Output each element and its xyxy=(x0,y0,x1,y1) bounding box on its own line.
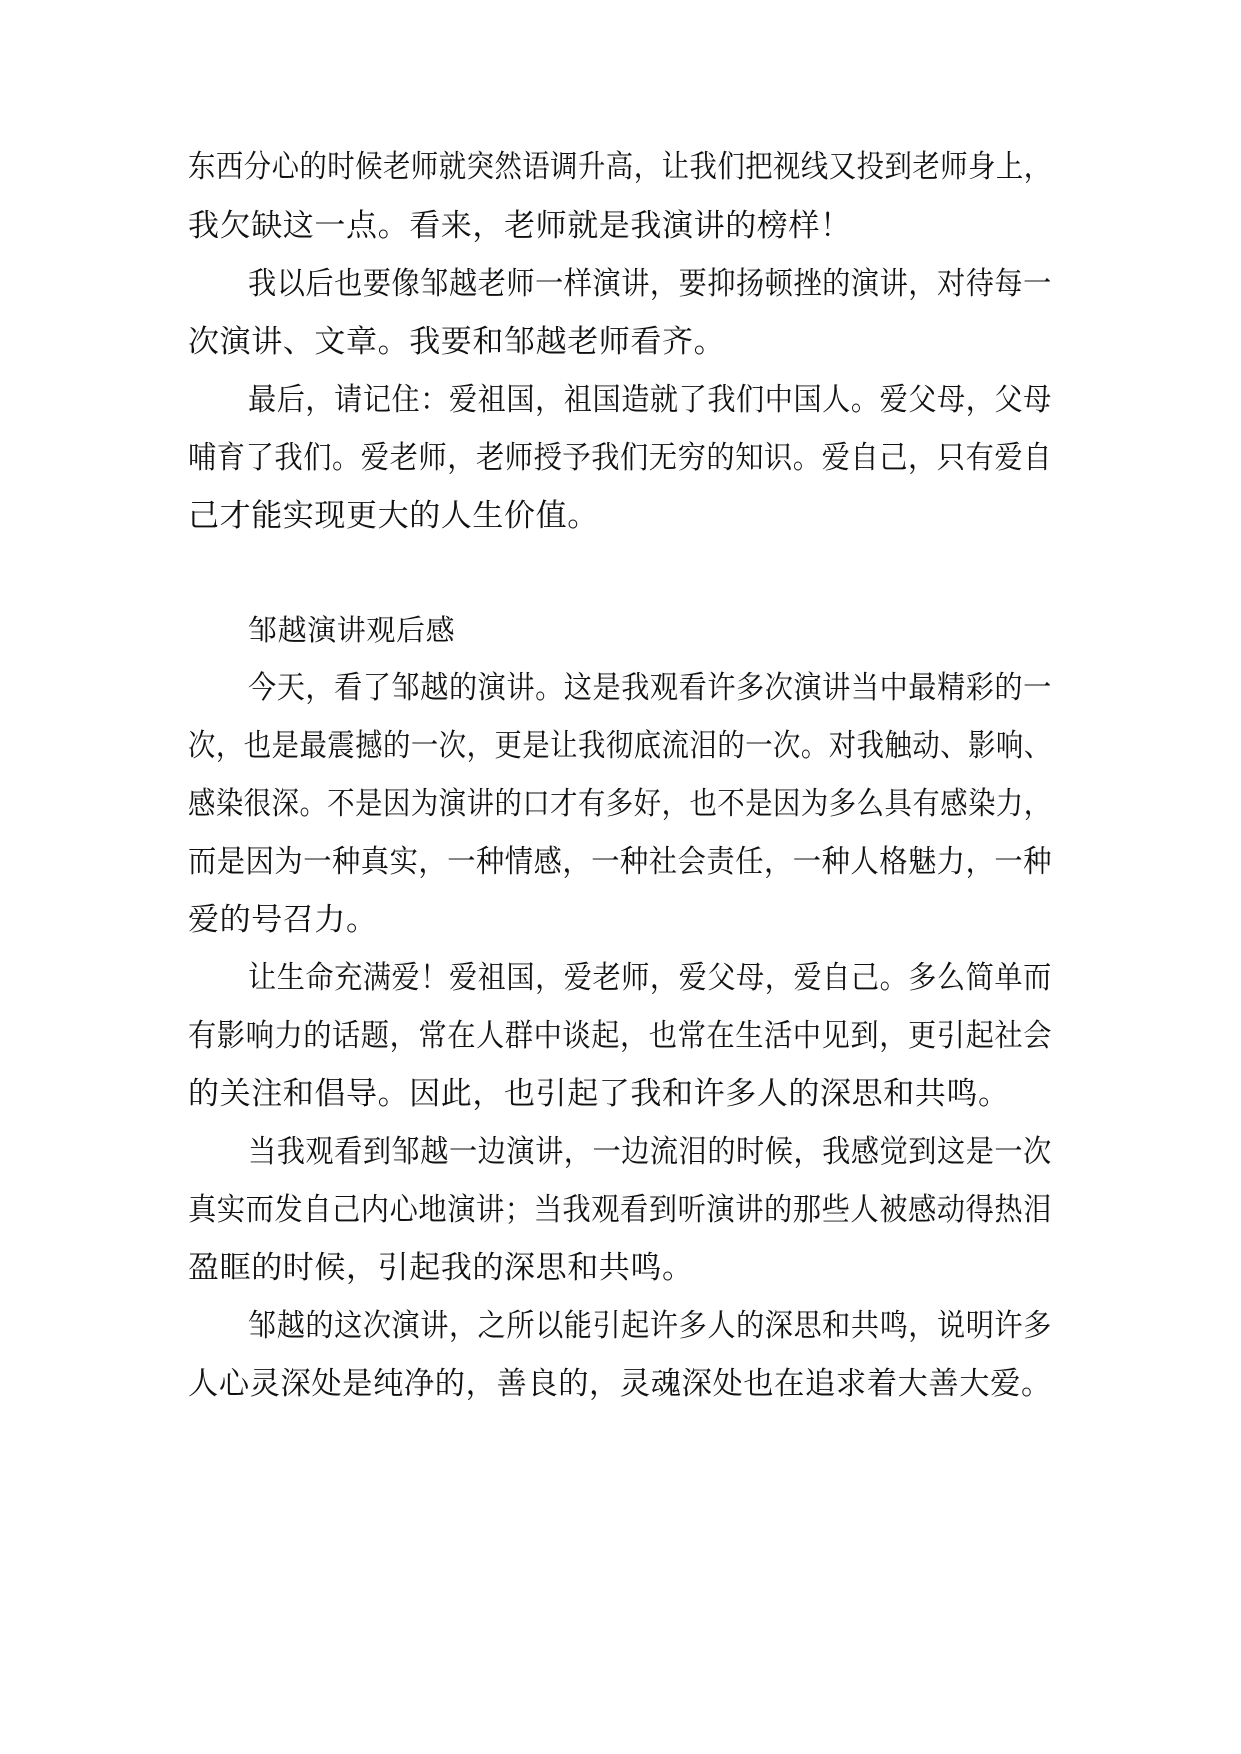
paragraph-first-line: 我以后也要像邹越老师一样演讲，要抑扬顿挫的演讲，对待每一 xyxy=(248,266,1052,302)
paragraph-first-line: 让生命充满爱！爱祖国，爱老师，爱父母，爱自己。多么简单而 xyxy=(248,960,1052,996)
text-line: 人心灵深处是纯净的，善良的，灵魂深处也在追求着大善大爱。 xyxy=(188,1366,1052,1402)
text-line: 爱的号召力。 xyxy=(188,902,378,938)
section-heading: 邹越演讲观后感 xyxy=(248,613,456,647)
text-line: 己才能实现更大的人生价值。 xyxy=(188,498,599,534)
paragraph-first-line: 邹越的这次演讲，之所以能引起许多人的深思和共鸣，说明许多 xyxy=(248,1308,1052,1344)
text-line: 东西分心的时候老师就突然语调升高，让我们把视线又投到老师身上， xyxy=(188,149,1052,185)
text-line: 而是因为一种真实，一种情感，一种社会责任，一种人格魅力，一种 xyxy=(188,844,1052,880)
paragraph-first-line: 今天，看了邹越的演讲。这是我观看许多次演讲当中最精彩的一 xyxy=(248,670,1052,706)
paragraph-first-line: 当我观看到邹越一边演讲，一边流泪的时候，我感觉到这是一次 xyxy=(248,1134,1052,1170)
text-line: 次，也是最震撼的一次，更是让我彻底流泪的一次。对我触动、影响、 xyxy=(188,728,1052,764)
paragraph-first-line: 最后，请记住：爱祖国，祖国造就了我们中国人。爱父母，父母 xyxy=(248,382,1052,418)
text-line: 真实而发自己内心地演讲；当我观看到听演讲的那些人被感动得热泪 xyxy=(188,1192,1052,1228)
text-line: 有影响力的话题，常在人群中谈起，也常在生活中见到，更引起社会 xyxy=(188,1018,1052,1054)
text-line: 的关注和倡导。因此，也引起了我和许多人的深思和共鸣。 xyxy=(188,1076,1010,1112)
text-line: 哺育了我们。爱老师，老师授予我们无穷的知识。爱自己，只有爱自 xyxy=(188,440,1052,476)
text-line: 次演讲、文章。我要和邹越老师看齐。 xyxy=(188,324,726,360)
text-line: 我欠缺这一点。看来，老师就是我演讲的榜样！ xyxy=(188,208,852,244)
text-line: 盈眶的时候，引起我的深思和共鸣。 xyxy=(188,1250,694,1286)
text-line: 感染很深。不是因为演讲的口才有多好，也不是因为多么具有感染力， xyxy=(188,786,1052,822)
